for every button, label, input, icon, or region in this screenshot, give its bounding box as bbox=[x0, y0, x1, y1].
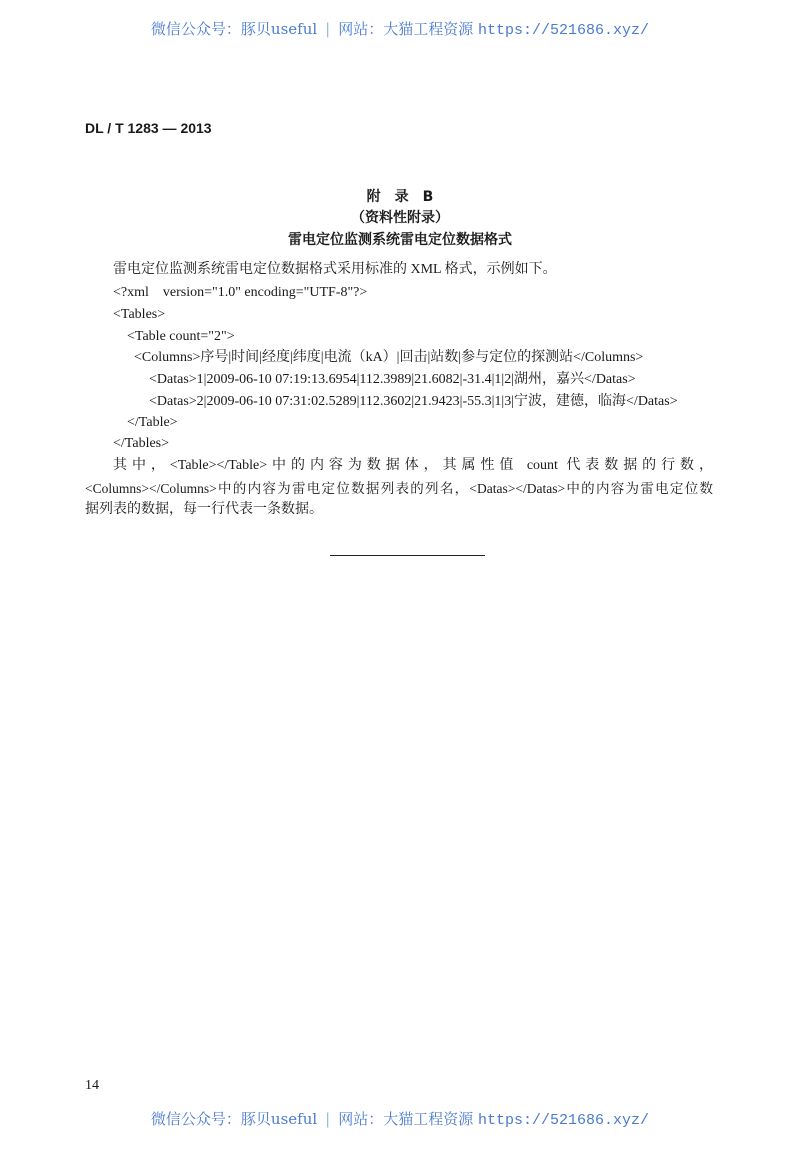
watermark-site: 网站：大猫工程资源 bbox=[338, 20, 474, 38]
watermark-site: 网站：大猫工程资源 bbox=[338, 1110, 474, 1128]
watermark-separator: | bbox=[325, 20, 331, 38]
watermark-bottom bbox=[0, 1108, 800, 1129]
xml-line: </Tables> bbox=[113, 436, 170, 451]
xml-line: <?xml version="1.0" encoding="UTF-8"?> bbox=[113, 285, 368, 300]
intro-text: 雷电定位监测系统雷电定位数据格式采用标准的 XML 格式，示例如下。 bbox=[113, 262, 557, 277]
watermark-wechat: 微信公众号：豚贝useful bbox=[150, 1110, 318, 1128]
explanation-line: <Columns></Columns>中的内容为雷电定位数据列表的列名，<Datas></Datas>中的内容为雷电定位数 bbox=[85, 481, 713, 496]
xml-line: <Datas>1|2009-06-10 07:19:13.6954|112.3989|21.6082|-31.4|1|2|湖州，嘉兴</Datas> bbox=[149, 372, 636, 387]
watermark-top bbox=[0, 18, 800, 39]
end-rule bbox=[330, 555, 485, 556]
xml-line: <Datas>2|2009-06-10 07:31:02.5289|112.3602|21.9423|-55.3|1|3|宁波，建德，临海</Datas> bbox=[149, 394, 678, 409]
xml-line: <Tables> bbox=[113, 307, 166, 322]
page-number: 14 bbox=[85, 1078, 99, 1093]
standard-code: DL / T 1283 — 2013 bbox=[85, 120, 212, 136]
appendix-subtitle: 雷电定位监测系统雷电定位数据格式 bbox=[288, 232, 512, 248]
appendix-title: 附 录 B bbox=[366, 189, 434, 205]
xml-line: <Table count="2"> bbox=[127, 329, 235, 344]
watermark-url: https://521686.xyz/ bbox=[478, 1112, 650, 1129]
explanation-line: 其中，<Table></Table>中的内容为数据体，其属性值 count 代表数据的行数， bbox=[113, 458, 713, 473]
watermark-url: https://521686.xyz/ bbox=[478, 22, 650, 39]
xml-line: <Columns>序号|时间|经度|纬度|电流（kA）|回击|站数|参与定位的探测站</Columns> bbox=[134, 350, 644, 365]
watermark-wechat: 微信公众号：豚贝useful bbox=[150, 20, 318, 38]
watermark-separator: | bbox=[325, 1110, 331, 1128]
appendix-type: （资料性附录） bbox=[351, 210, 449, 226]
xml-line: </Table> bbox=[127, 415, 178, 430]
explanation-line: 据列表的数据，每一行代表一条数据。 bbox=[85, 502, 323, 517]
